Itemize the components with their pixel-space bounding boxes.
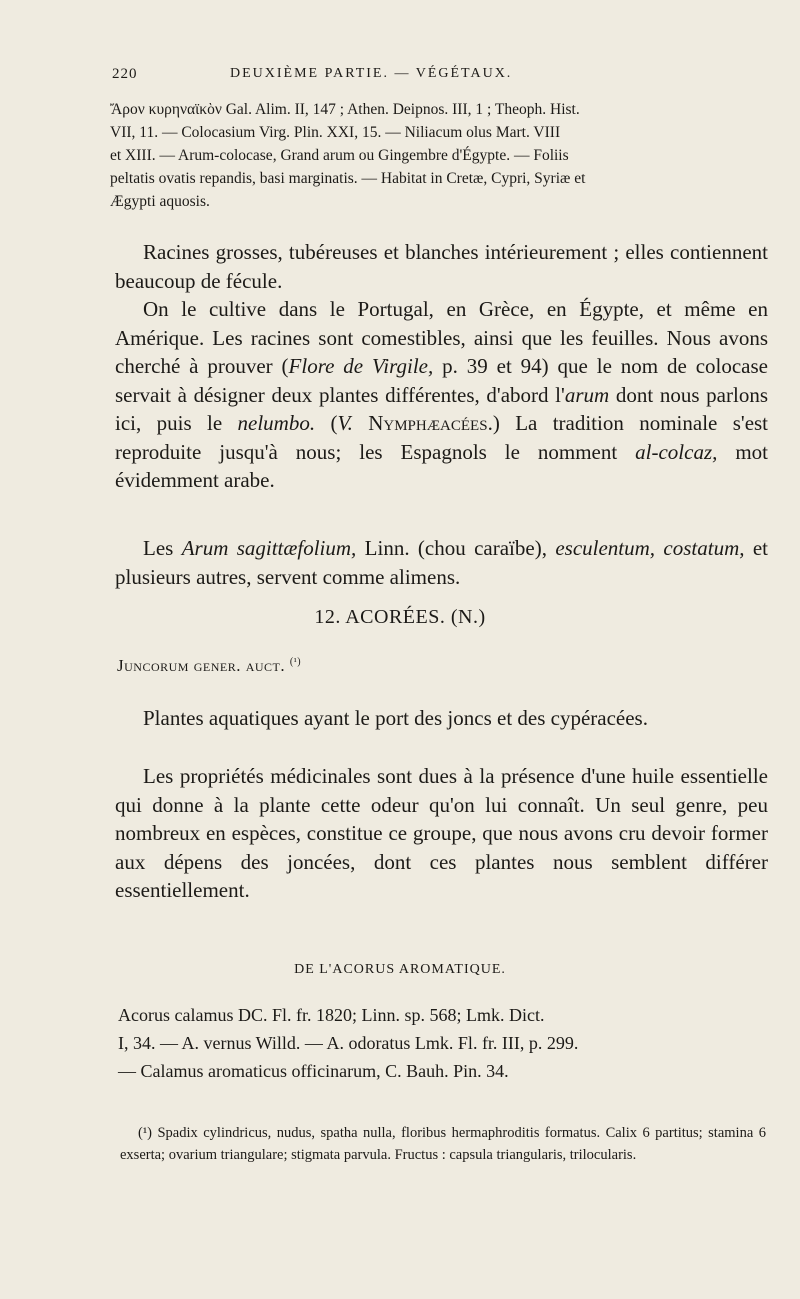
synonymy-line: Ἄρον κυρηναϊκὸν Gal. Alim. II, 147 ; Athen. Deipnos. III, 1 ; Theoph. Hist. (110, 101, 580, 118)
footnote-text: (¹) Spadix cylindricus, nudus, spatha nulla, floribus hermaphroditis formatus. Calix 6 partitus; stamina 6 exserta; ovarium triangulare; stigmata parvula. Fructus : capsula triangularis, trilocularis. (120, 1125, 766, 1163)
synonymy-line: VII, 11. — Colocasium Virg. Plin. XXI, 15. — Niliacum olus Mart. VIII (110, 124, 561, 141)
page-number: 220 (112, 66, 138, 82)
paragraph-species (115, 534, 768, 591)
family-reference: Nymphæacées. (352, 411, 493, 435)
book-reference: Flore de Virgile, (288, 354, 434, 378)
text-run: Les (143, 536, 182, 560)
text-run: et plusieurs autres, servent comme alimens. (115, 536, 768, 589)
taxon-name: esculentum, costatum, (555, 536, 745, 560)
page-header (112, 66, 750, 86)
paragraph-roots (115, 238, 768, 295)
text-run: ( (315, 411, 338, 435)
text-run: p. 39 et 94) que le nom de colocase servait à désigner deux plantes différentes, d'abord l' (115, 354, 768, 407)
paragraph-properties (115, 762, 768, 905)
synonymy-block (110, 98, 770, 213)
paragraph-text (115, 534, 768, 591)
synonymy-line: Ægypti aquosis. (110, 193, 210, 210)
vernacular-name: al-colcaz, (635, 439, 718, 464)
paragraph-habit (115, 704, 768, 733)
synonymy-line: peltatis ovatis repandis, basi marginatis. — Habitat in Cretæ, Cypri, Syriæ et (110, 170, 586, 187)
acorus-synonymy (118, 1001, 768, 1085)
text-run: mot évidemment arabe. (115, 439, 768, 492)
section-synonym (117, 656, 301, 676)
text-run: On le cultive dans le Portugal, en Grèce, en Égypte, et même en Amérique. Les racines sont comestibles, ainsi que les feuilles. Nous avons cherché à prouver ( (115, 297, 768, 378)
text-run: ) La tradition nominale s'est reproduite jusqu'à nous; les Espagnols le nomment (115, 411, 769, 464)
synonymy-line: Acorus calamus DC. Fl. fr. 1820; Linn. sp. 568; Lmk. Dict. (118, 1005, 545, 1025)
footnote-ref: (¹) (289, 656, 302, 668)
taxon-name: arum (564, 382, 610, 407)
synonymy-line: et XIII. — Arum-colocase, Grand arum ou Gingembre d'Égypte. — Foliis (110, 147, 569, 164)
paragraph-text (115, 295, 768, 495)
synonymy-line: I, 34. — A. vernus Willd. — A. odoratus Lmk. Fl. fr. III, p. 299. (118, 1033, 579, 1053)
running-title: DEUXIÈME PARTIE. — VÉGÉTAUX. (230, 66, 513, 81)
subsection-title: DE L'ACORUS AROMATIQUE. (294, 962, 506, 977)
footnote (120, 1122, 766, 1166)
paragraph-culture (115, 295, 768, 495)
see-abbrev: V. (337, 411, 353, 435)
paragraph-text: Les propriétés médicinales sont dues à la présence d'une huile essentielle qui donne à la plante cette odeur qu'on lui connaît. Un seul genre, peu nombreux en espèces, constitue ce groupe, que nous avons cru devoir former aux dépens des joncées, dont ces plantes nous semblent différer essentiellement. (115, 764, 768, 902)
taxon-name: nelumbo. (237, 411, 316, 435)
synonym-text: Juncorum gener. auct. (117, 656, 286, 675)
synonymy-line: — Calamus aromaticus officinarum, C. Bauh. Pin. 34. (118, 1061, 509, 1081)
paragraph-text: Racines grosses, tubéreuses et blanches intérieurement ; elles contiennent beaucoup de fécule. (115, 240, 768, 293)
taxon-name: Arum sagittæfolium, (181, 536, 357, 560)
section-title: 12. ACORÉES. (N.) (314, 606, 486, 628)
text-run: dont nous parlons ici, puis le (115, 382, 768, 435)
text-run: Linn. (chou caraïbe), (356, 536, 556, 560)
paragraph-text: Plantes aquatiques ayant le port des joncs et des cypéracées. (143, 706, 648, 730)
